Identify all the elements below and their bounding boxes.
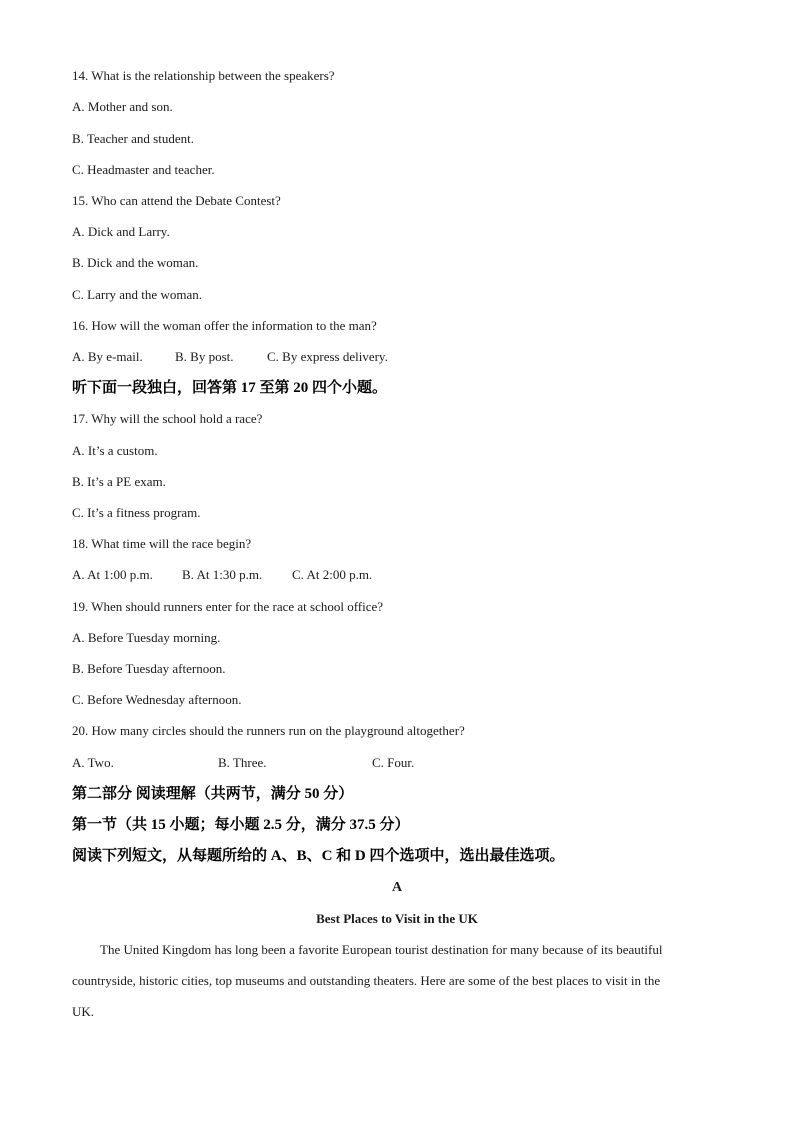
question-18-option-b: B. At 1:30 p.m. xyxy=(182,567,263,582)
part-2-heading: 第二部分 阅读理解（共两节，满分 50 分） xyxy=(72,786,354,802)
passage-title: Best Places to Visit in the UK xyxy=(316,911,478,926)
question-19-option-b: B. Before Tuesday afternoon. xyxy=(72,661,226,676)
question-14-option-a: A. Mother and son. xyxy=(72,99,173,114)
question-14-option-c: C. Headmaster and teacher. xyxy=(72,162,215,177)
question-20-option-b: B. Three. xyxy=(218,755,267,770)
question-17-option-b: B. It’s a PE exam. xyxy=(72,474,166,489)
question-15-stem: 15. Who can attend the Debate Contest? xyxy=(72,193,281,208)
question-17-stem: 17. Why will the school hold a race? xyxy=(72,411,263,426)
question-20-option-c: C. Four. xyxy=(372,755,415,770)
question-16-option-c: C. By express delivery. xyxy=(267,349,388,364)
question-18-option-c: C. At 2:00 p.m. xyxy=(292,567,373,582)
question-16-option-b: B. By post. xyxy=(175,349,234,364)
question-17-option-a: A. It’s a custom. xyxy=(72,443,158,458)
section-1-heading: 第一节（共 15 小题；每小题 2.5 分，满分 37.5 分） xyxy=(72,817,410,833)
question-16-stem: 16. How will the woman offer the information to the man? xyxy=(72,318,377,333)
passage-line-3: UK. xyxy=(72,1004,95,1019)
question-17-option-c: C. It’s a fitness program. xyxy=(72,505,201,520)
question-15-option-a: A. Dick and Larry. xyxy=(72,224,170,239)
passage-letter: A xyxy=(391,880,403,895)
question-20-option-a: A. Two. xyxy=(72,755,114,770)
question-19-option-a: A. Before Tuesday morning. xyxy=(72,630,221,645)
passage-line-2: countryside, historic cities, top museums and outstanding theaters. Here are some of the best places to visit in the xyxy=(72,973,661,988)
question-18-stem: 18. What time will the race begin? xyxy=(72,536,252,551)
question-15-option-c: C. Larry and the woman. xyxy=(72,287,202,302)
question-16-option-a: A. By e-mail. xyxy=(72,349,143,364)
question-14-stem: 14. What is the relationship between the speakers? xyxy=(72,68,335,83)
question-19-option-c: C. Before Wednesday afternoon. xyxy=(72,692,242,707)
passage-line-1: The United Kingdom has long been a favorite European tourist destination for many because of its beautiful xyxy=(100,942,663,957)
question-18-option-a: A. At 1:00 p.m. xyxy=(72,567,153,582)
reading-instructions: 阅读下列短文，从每题所给的 A、B、C 和 D 四个选项中，选出最佳选项。 xyxy=(72,848,565,864)
question-14-option-b: B. Teacher and student. xyxy=(72,131,194,146)
monologue-section-heading: 听下面一段独白，回答第 17 至第 20 四个小题。 xyxy=(72,380,388,396)
question-19-stem: 19. When should runners enter for the race at school office? xyxy=(72,599,384,614)
question-20-stem: 20. How many circles should the runners run on the playground altogether? xyxy=(72,723,465,738)
question-15-option-b: B. Dick and the woman. xyxy=(72,255,199,270)
